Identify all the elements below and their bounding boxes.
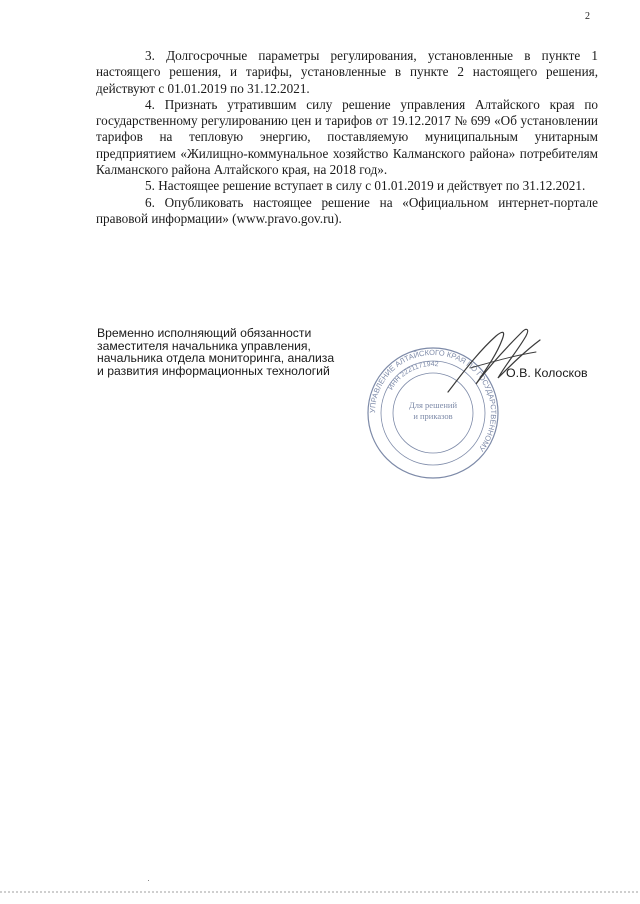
handwritten-signature — [440, 322, 560, 402]
scan-edge-line — [0, 891, 640, 893]
position-line: заместителя начальника управления, — [97, 338, 311, 353]
stamp-inn-text: ИНН 2221171942 — [387, 360, 439, 392]
paragraph-5: 5. Настоящее решение вступает в силу с 01.01.2019 и действует по 31.12.2021. — [145, 178, 586, 194]
signatory-position — [97, 327, 367, 377]
paragraph-4: 4. Признать утратившим силу решение управления Алтайского края по государственному регулированию цен и тарифов от 19.12.2017 № 699 «Об установлении тарифов на тепловую энергию, поставляемую муниципальным унитарным предприятием «Жилищно-коммунальное хозяйство Калманского района» потребителям Калманского района Алтайского края, на 2018 год». — [96, 96, 598, 178]
position-line: Временно исполняющий обязанности — [97, 326, 312, 340]
position-line: начальника отдела мониторинга, анализа — [97, 351, 335, 366]
document-body — [96, 48, 598, 227]
stamp-center-text: Для решений — [408, 400, 458, 410]
signatory-name: О.В. Колосков — [506, 366, 588, 380]
stamp-center-text: и приказов — [413, 411, 453, 421]
page-number: 2 — [585, 11, 590, 22]
scan-speck — [148, 880, 149, 881]
paragraph-3: 3. Долгосрочные параметры регулирования, установленные в пункте 1 настоящего решения, и тарифы, установленные в пункте 2 настоящего решения, действуют с 01.01.2019 по 31.12.2021. — [96, 48, 598, 96]
position-line: и развития информационных технологий — [97, 363, 330, 378]
paragraph-6: 6. Опубликовать настоящее решение на «Официальном интернет-портале правовой информации» (www.pravo.gov.ru). — [96, 194, 598, 226]
stamp-outer-text: УПРАВЛЕНИЕ АЛТАЙСКОГО КРАЯ ПО ГОСУДАРСТВЕННОМУ — [367, 347, 499, 454]
